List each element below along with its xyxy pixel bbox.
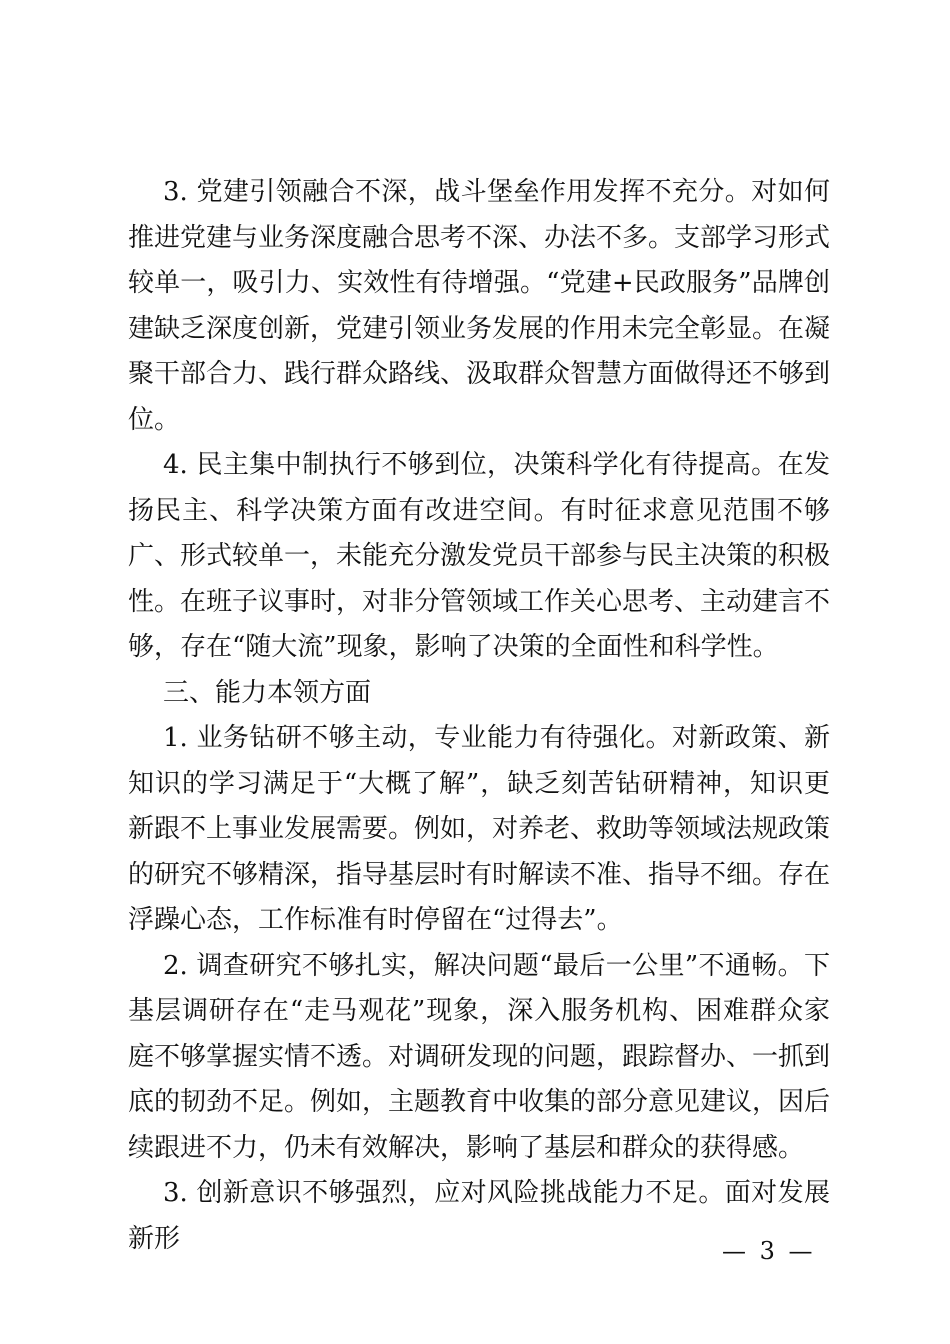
paragraph-innovation: 3. 创新意识不够强烈，应对风险挑战能力不足。面对发展新形 xyxy=(128,1178,830,1254)
page-number: — 3 — xyxy=(722,1237,816,1265)
section-heading: 三、能力本领方面 xyxy=(163,677,372,708)
document-body xyxy=(128,170,830,1262)
paragraph-democratic-centralism: 4. 民主集中制执行不够到位，决策科学化有待提高。在发扬民主、科学决策方面有改进空间。有时征求意见范围不够广、形式较单一，未能充分激发党员干部参与民主决策的积极性。在班子议事时，对非分管领域工作关心思考、主动建言不够，存在“随大流”现象，影响了决策的全面性和科学性。 xyxy=(128,450,831,662)
paragraph-party-building: 3. 党建引领融合不深，战斗堡垒作用发挥不充分。对如何推进党建与业务深度融合思考不深、办法不多。支部学习形式较单一，吸引力、实效性有待增强。“党建+民政服务”品牌创建缺乏深度创新，党建引领业务发展的作用未完全彰显。在凝聚干部合力、践行群众路线、汲取群众智慧方面做得还不够到位。 xyxy=(128,177,831,435)
paragraph-research: 2. 调查研究不够扎实，解决问题“最后一公里”不通畅。下基层调研存在“走马观花”现象，深入服务机构、困难群众家庭不够掌握实情不透。对调研发现的问题，跟踪督办、一抓到底的韧劲不足。例如，主题教育中收集的部分意见建议，因后续跟进不力，仍未有效解决，影响了基层和群众的获得感。 xyxy=(128,950,831,1163)
paragraph-business-study: 1. 业务钻研不够主动，专业能力有待强化。对新政策、新知识的学习满足于“大概了解”，缺乏刻苦钻研精神，知识更新跟不上事业发展需要。例如，对养老、救助等领域法规政策的研究不够精深，指导基层时有时解读不准、指导不细。存在浮躁心态，工作标准有时停留在“过得去”。 xyxy=(128,723,831,935)
